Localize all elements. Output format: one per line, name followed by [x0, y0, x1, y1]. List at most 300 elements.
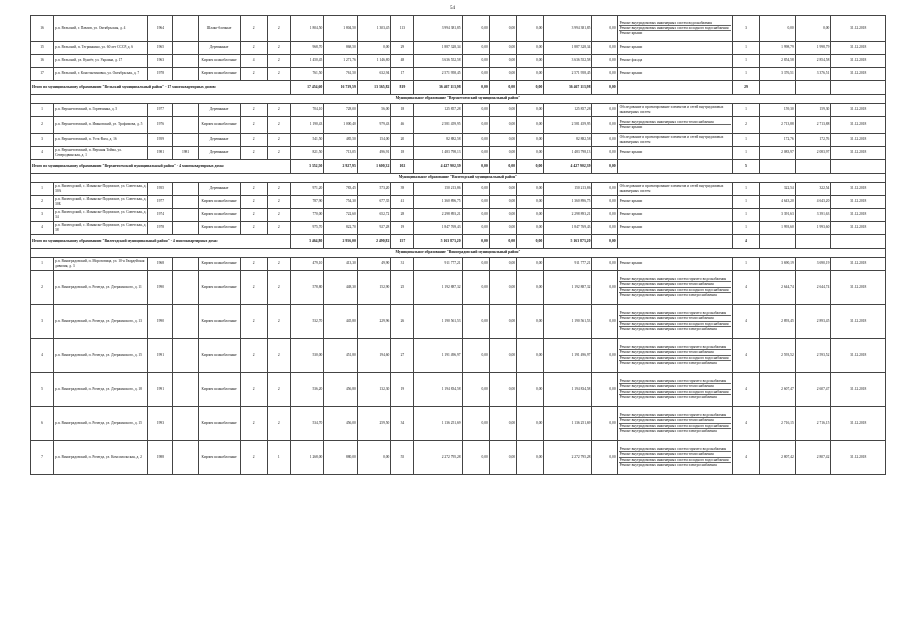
works-list: [617, 41, 732, 54]
work-item: Ремонт внутридомовых инженерных систем горячего водоснабжения: [619, 277, 731, 282]
limit-cost: 2 807,42: [795, 440, 831, 474]
cost-local: 0,00: [517, 16, 544, 42]
total-area: 821,50: [290, 146, 324, 159]
year-renovated: [173, 257, 198, 270]
unit-count: 2: [732, 116, 759, 133]
work-item: Ремонт внутридомовых инженерных систем горячего водоснабжения: [619, 311, 731, 316]
resident-count: 18: [391, 146, 414, 159]
cost-owner-sum: 4 427 902,39: [544, 159, 592, 173]
works-empty: [617, 234, 732, 248]
year-built: 1991: [148, 338, 173, 372]
unit-count: 4: [732, 304, 759, 338]
specific-cost: 2 083,97: [760, 146, 796, 159]
row-number: 1: [31, 182, 54, 195]
entrance-count: 2: [267, 103, 290, 116]
section-total-label: Итого по муниципальному образованию "Верхнетоемский муниципальный район" - 4 многоквартирных дома:: [31, 159, 291, 173]
specific-cost: 4 643,20: [760, 195, 796, 208]
limit-cost: 2 713,88: [795, 116, 831, 133]
completion-date: 31.12.2018: [831, 270, 886, 304]
cost-region: 0,00: [489, 67, 516, 80]
resident-sum: 157: [391, 234, 414, 248]
table-row: [31, 270, 886, 304]
table-row: [31, 372, 886, 406]
works-list: [617, 208, 732, 221]
resident-count: 17: [391, 67, 414, 80]
living-area: 713,05: [324, 146, 358, 159]
residential-area-sum: 2 490,82: [357, 234, 391, 248]
floor-count: 4: [240, 54, 267, 67]
work-item: Ремонт внутридомовых инженерных систем холодного водоснабжения: [619, 458, 731, 463]
limit-cost: 2 607,47: [795, 372, 831, 406]
work-item: Ремонт внутридомовых инженерных систем горячего водоснабжения: [619, 379, 731, 384]
residential-area: 1 146,80: [357, 54, 391, 67]
living-area-sum: 16 739,59: [324, 80, 358, 94]
specific-cost: 2 893,45: [760, 304, 796, 338]
table-row: [31, 54, 886, 67]
completion-date: 31.12.2018: [831, 133, 886, 146]
specific-cost: 2 807,42: [760, 440, 796, 474]
year-renovated: [173, 182, 198, 195]
completion-date: 31.12.2018: [831, 304, 886, 338]
unit-count: 4: [732, 338, 759, 372]
residential-area: 496,91: [357, 146, 391, 159]
section-total-row: [31, 159, 886, 173]
living-area: 456,80: [324, 372, 358, 406]
year-renovated: [173, 338, 198, 372]
cost-fund: 0,00: [462, 338, 489, 372]
address-cell: р.п. Верхнетоемский, п. Ивановский, ул. Трофимова, д. 5: [54, 116, 148, 133]
cost-fund-sum: 0,00: [462, 234, 489, 248]
wall-material: Шлако-блочные: [198, 16, 240, 42]
work-item: Ремонт внутридомовых инженерных систем теплоснабжения: [619, 452, 731, 457]
total-area-sum: 17 454,60: [290, 80, 324, 94]
cost-local: 0,00: [517, 221, 544, 234]
unit-sum: 4: [732, 234, 759, 248]
living-area: 754,30: [324, 195, 358, 208]
limit-cost: 2 083,97: [795, 146, 831, 159]
unit-count: 1: [732, 182, 759, 195]
row-number: 4: [31, 146, 54, 159]
specific-cost: 2 644,74: [760, 270, 796, 304]
entrance-count: 2: [267, 406, 290, 440]
specific-cost: 2 716,15: [760, 406, 796, 440]
wall-material: Деревянные: [198, 103, 240, 116]
row-number: 3: [31, 304, 54, 338]
spec-empty: [760, 159, 796, 173]
specific-cost: 2 713,88: [760, 116, 796, 133]
entrance-count: 1: [267, 440, 290, 474]
cost-other-sum: 0,00: [592, 234, 617, 248]
unit-count: 1: [732, 67, 759, 80]
year-renovated: [173, 440, 198, 474]
work-item: Ремонт внутридомовых инженерных систем теплоснабжения: [619, 418, 731, 423]
living-area: 485,50: [324, 133, 358, 146]
cost-other: 0,00: [592, 146, 617, 159]
table-row: [31, 146, 886, 159]
table-row: [31, 182, 886, 195]
limit-cost: 2 593,52: [795, 338, 831, 372]
cost-total-sum: 36 467 113,98: [414, 80, 462, 94]
year-renovated: [173, 270, 198, 304]
limit-cost: 172,76: [795, 133, 831, 146]
specific-cost: 159,30: [760, 103, 796, 116]
unit-count: 4: [732, 270, 759, 304]
cost-total: 1 136 251,69: [414, 406, 462, 440]
cost-total-sum: 4 427 902,39: [414, 159, 462, 173]
cost-total: 911 777,21: [414, 257, 462, 270]
row-number: 2: [31, 270, 54, 304]
row-number: 7: [31, 440, 54, 474]
works-empty: [617, 80, 732, 94]
wall-material: Кирпич шлакоблочные: [198, 440, 240, 474]
cost-region: 0,00: [489, 440, 516, 474]
cost-fund: 0,00: [462, 16, 489, 42]
cost-total: 1 194 834,58: [414, 372, 462, 406]
works-empty: [617, 159, 732, 173]
works-list: [617, 440, 732, 474]
total-area: 704,10: [290, 103, 324, 116]
work-item: Ремонт внутридомовых инженерных систем теплоснабжения: [619, 316, 731, 321]
wall-material: Кирпич шлакоблочные: [198, 372, 240, 406]
cost-fund: 0,00: [462, 257, 489, 270]
cost-fund: 0,00: [462, 440, 489, 474]
year-built: 1977: [148, 195, 173, 208]
limit-cost: 2 716,15: [795, 406, 831, 440]
total-area: 532,70: [290, 304, 324, 338]
repair-program-table: [30, 15, 886, 475]
section-title: Муниципальное образование "Верхнетоемский муниципальный район": [31, 94, 886, 103]
cost-other: 0,00: [592, 304, 617, 338]
work-item: Ремонт внутридомовых инженерных систем холодного водоснабжения: [619, 356, 731, 361]
section-total-label: Итого по муниципальному образованию "Вилегодский муниципальный район" - 4 многоквартирных дома:: [31, 234, 291, 248]
floor-count: 2: [240, 406, 267, 440]
row-number: 2: [31, 116, 54, 133]
address-cell: р.п. Виноградовский, п. Рочегда, ул. Дзержинского, д. 18: [54, 372, 148, 406]
cost-region: 0,00: [489, 270, 516, 304]
cost-owner-sum: 36 467 113,98: [544, 80, 592, 94]
cost-local: 0,00: [517, 41, 544, 54]
floor-count: 2: [240, 440, 267, 474]
cost-owner: 1 192 887,32: [544, 270, 592, 304]
resident-count: 48: [391, 54, 414, 67]
date-empty: [831, 234, 886, 248]
limit-empty: [795, 159, 831, 173]
works-list: [617, 195, 732, 208]
section-title-row: [31, 248, 886, 257]
work-item: Ремонт внутридомовых инженерных систем холодного водоснабжения: [619, 390, 731, 395]
work-item: Обследование и проектирование элементов и сетей внутридомовых инженерных систем: [619, 105, 724, 114]
work-item: Ремонт внутридомовых инженерных систем электроснабжения: [619, 360, 717, 365]
cost-region: 0,00: [489, 54, 516, 67]
address-cell: р.п. Вилегодский, с. Ильинско-Подомское, ул. Советская, д. 34: [54, 208, 148, 221]
unit-count: 4: [732, 372, 759, 406]
specific-cost: 1 998,79: [760, 41, 796, 54]
living-area: 451,80: [324, 338, 358, 372]
year-built: 1978: [148, 67, 173, 80]
completion-date: 31.12.2018: [831, 116, 886, 133]
wall-material: Кирпич шлакоблочные: [198, 208, 240, 221]
cost-total: 1 887 328,34: [414, 41, 462, 54]
cost-region: 0,00: [489, 304, 516, 338]
year-built: 1993: [148, 406, 173, 440]
specific-cost: 3 391,63: [760, 208, 796, 221]
table-row: [31, 257, 886, 270]
limit-cost: 2 893,45: [795, 304, 831, 338]
cost-local: 0,00: [517, 103, 544, 116]
cost-other: 0,00: [592, 182, 617, 195]
year-built: 1964: [148, 16, 173, 42]
floor-count: 2: [240, 16, 267, 42]
spec-empty: [760, 80, 796, 94]
address-cell: р.п. Вельский, ул. Кунгёт, ул. Украина, д. 17: [54, 54, 148, 67]
cost-total: 125 857,28: [414, 103, 462, 116]
completion-date: 31.12.2018: [831, 182, 886, 195]
cost-other: 0,00: [592, 372, 617, 406]
work-item: Ремонт внутридомовых инженерных систем электроснабжения: [619, 394, 717, 399]
row-number: 3: [31, 133, 54, 146]
cost-fund: 0,00: [462, 406, 489, 440]
work-item: Ремонт крыши: [619, 45, 643, 50]
cost-local: 0,00: [517, 270, 544, 304]
year-renovated: [173, 208, 198, 221]
living-area: 1 804,50: [324, 16, 358, 42]
cost-local: 0,00: [517, 338, 544, 372]
row-number: 6: [31, 406, 54, 440]
cost-total: 1 483 798,13: [414, 146, 462, 159]
completion-date: 31.12.2018: [831, 16, 886, 42]
specific-cost: 2 593,52: [760, 338, 796, 372]
work-item: Ремонт крыши: [619, 31, 643, 36]
resident-sum: 102: [391, 159, 414, 173]
total-area: 541,50: [290, 133, 324, 146]
unit-count: 1: [732, 54, 759, 67]
resident-count: 31: [391, 257, 414, 270]
cost-total: 2 298 893,21: [414, 208, 462, 221]
resident-count: 46: [391, 116, 414, 133]
row-number: 3: [31, 208, 54, 221]
limit-cost: 322,54: [795, 182, 831, 195]
entrance-count: 2: [267, 270, 290, 304]
cost-other: 0,00: [592, 221, 617, 234]
table-row: [31, 221, 886, 234]
spec-empty: [760, 234, 796, 248]
cost-other: 0,00: [592, 208, 617, 221]
residential-area: 1 303,45: [357, 16, 391, 42]
resident-count: 19: [391, 221, 414, 234]
wall-material: Кирпич шлакоблочные: [198, 304, 240, 338]
table-row: [31, 440, 886, 474]
row-number: 2: [31, 195, 54, 208]
table-row: [31, 304, 886, 338]
total-area: 968,70: [290, 41, 324, 54]
total-area: 1 450,45: [290, 54, 324, 67]
cost-owner: 1 847 769,43: [544, 221, 592, 234]
living-area: 413,30: [324, 257, 358, 270]
work-item: Ремонт внутридомовых инженерных систем горячего водоснабжения: [619, 413, 731, 418]
specific-cost: 1 993,60: [760, 221, 796, 234]
residential-area: 49,90: [357, 257, 391, 270]
works-list: [617, 372, 732, 406]
table-row: [31, 41, 886, 54]
cost-owner: 1 191 496,97: [544, 338, 592, 372]
completion-date: 31.12.2018: [831, 208, 886, 221]
living-area: 783,45: [324, 182, 358, 195]
resident-count: 29: [391, 41, 414, 54]
cost-owner: 1 136 251,69: [544, 406, 592, 440]
cost-local: 0,00: [517, 372, 544, 406]
cost-region: 0,00: [489, 133, 516, 146]
works-list: [617, 257, 732, 270]
residential-area: 677,35: [357, 195, 391, 208]
resident-count: 39: [391, 182, 414, 195]
limit-cost: 0,00: [795, 16, 831, 42]
cost-owner: 1 194 834,58: [544, 372, 592, 406]
unit-sum: 5: [732, 159, 759, 173]
works-list: [617, 406, 732, 440]
living-area: 761,50: [324, 67, 358, 80]
work-item: Ремонт крыши: [619, 71, 643, 76]
limit-empty: [795, 234, 831, 248]
work-item: Ремонт внутридомовых инженерных систем электроснабжения: [619, 428, 717, 433]
address-cell: р.п. Виноградовский, п. Рочегда, ул. Дзержинского, д. 15: [54, 406, 148, 440]
living-area-sum: 2 927,95: [324, 159, 358, 173]
address-cell: р.п. Виноградовский, п. Рочегда, ул. Дзержинского, д. 11: [54, 270, 148, 304]
work-item: Ремонт внутридомовых инженерных систем холодного водоснабжения: [619, 322, 731, 327]
resident-count: 19: [391, 372, 414, 406]
specific-cost: 172,76: [760, 133, 796, 146]
work-item: Ремонт внутридомовых инженерных систем водоснабжения: [619, 21, 731, 26]
living-area: 722,60: [324, 208, 358, 221]
unit-count: 4: [732, 406, 759, 440]
cost-owner: 1 483 798,13: [544, 146, 592, 159]
works-list: [617, 221, 732, 234]
work-item: Ремонт крыши: [619, 199, 643, 204]
cost-fund: 0,00: [462, 195, 489, 208]
cost-region: 0,00: [489, 221, 516, 234]
cost-local: 0,00: [517, 182, 544, 195]
cost-fund: 0,00: [462, 372, 489, 406]
floor-count: 2: [240, 182, 267, 195]
cost-local: 0,00: [517, 133, 544, 146]
floor-count: 2: [240, 372, 267, 406]
residential-area: 132,30: [357, 372, 391, 406]
work-item: Ремонт внутридомовых инженерных систем холодного водоснабжения: [619, 26, 731, 31]
entrance-count: 2: [267, 133, 290, 146]
year-renovated: [173, 304, 198, 338]
table-row: [31, 16, 886, 42]
table-row: [31, 208, 886, 221]
cost-region: 0,00: [489, 16, 516, 42]
wall-material: Кирпич шлакоблочные: [198, 257, 240, 270]
row-number: 5: [31, 372, 54, 406]
cost-fund: 0,00: [462, 133, 489, 146]
floor-count: 2: [240, 41, 267, 54]
total-area: 1 190,43: [290, 116, 324, 133]
completion-date: 31.12.2018: [831, 195, 886, 208]
cost-local: 0,00: [517, 195, 544, 208]
cost-other-sum: 0,00: [592, 80, 617, 94]
cost-other: 0,00: [592, 440, 617, 474]
cost-local: 0,00: [517, 146, 544, 159]
cost-fund-sum: 0,00: [462, 80, 489, 94]
residential-area: 979,43: [357, 116, 391, 133]
work-item: Ремонт крыши: [619, 150, 643, 155]
total-area: 971,20: [290, 182, 324, 195]
row-number: 4: [31, 221, 54, 234]
cost-other: 0,00: [592, 116, 617, 133]
cost-region: 0,00: [489, 116, 516, 133]
residential-area: 154,00: [357, 133, 391, 146]
floor-count: 2: [240, 67, 267, 80]
cost-other: 0,00: [592, 54, 617, 67]
living-area-sum: 2 956,00: [324, 234, 358, 248]
work-item: Ремонт внутридомовых инженерных систем теплоснабжения: [619, 384, 731, 389]
cost-other: 0,00: [592, 195, 617, 208]
floor-count: 2: [240, 208, 267, 221]
works-list: [617, 133, 732, 146]
cost-owner: 2 272 795,28: [544, 440, 592, 474]
work-item: Ремонт внутридомовых инженерных систем теплоснабжения: [619, 120, 731, 125]
address-cell: р.п. Вилегодский, с. Ильинско-Подомское, ул. Советская, д. 30А: [54, 182, 148, 195]
resident-count: 28: [391, 208, 414, 221]
resident-count: 26: [391, 304, 414, 338]
entrance-count: 2: [267, 54, 290, 67]
year-built: 1991: [148, 372, 173, 406]
cost-fund: 0,00: [462, 54, 489, 67]
limit-cost: 3 391,63: [795, 208, 831, 221]
cost-local: 0,00: [517, 116, 544, 133]
cost-total: 3 636 552,58: [414, 54, 462, 67]
entrance-count: 2: [267, 116, 290, 133]
total-area: 1 804,50: [290, 16, 324, 42]
entrance-count: 2: [267, 41, 290, 54]
row-number: 1: [31, 103, 54, 116]
work-item: Ремонт крыши: [619, 212, 643, 217]
cost-local: 0,00: [517, 67, 544, 80]
total-area: 536,20: [290, 372, 324, 406]
floor-count: 2: [240, 221, 267, 234]
residential-area: 229,96: [357, 304, 391, 338]
year-renovated: [173, 372, 198, 406]
table-row: [31, 406, 886, 440]
year-renovated: 1981: [173, 146, 198, 159]
wall-material: Кирпич шлакоблочные: [198, 270, 240, 304]
cost-other-sum: 0,00: [592, 159, 617, 173]
cost-total: 1 847 769,43: [414, 221, 462, 234]
completion-date: 31.12.2018: [831, 406, 886, 440]
cost-other: 0,00: [592, 257, 617, 270]
cost-region: 0,00: [489, 103, 516, 116]
residential-area-sum: 1 600,32: [357, 159, 391, 173]
unit-count: 4: [732, 440, 759, 474]
year-built: 1959: [148, 133, 173, 146]
address-cell: р.п. Виноградовский, п. Морозовица, ул. 10-я Гвардейская дивизия, д. 3: [54, 257, 148, 270]
cost-fund: 0,00: [462, 116, 489, 133]
wall-material: Кирпич шлакоблочные: [198, 406, 240, 440]
living-area: 456,00: [324, 406, 358, 440]
cost-fund: 0,00: [462, 103, 489, 116]
resident-count: 34: [391, 406, 414, 440]
completion-date: 31.12.2018: [831, 67, 886, 80]
cost-owner: 1 360 896,75: [544, 195, 592, 208]
year-renovated: [173, 54, 198, 67]
cost-other: 0,00: [592, 103, 617, 116]
specific-cost: 3 690,19: [760, 257, 796, 270]
cost-total: 82 882,58: [414, 133, 462, 146]
table-row: [31, 133, 886, 146]
cost-fund: 0,00: [462, 221, 489, 234]
cost-total: 2 581 459,95: [414, 116, 462, 133]
